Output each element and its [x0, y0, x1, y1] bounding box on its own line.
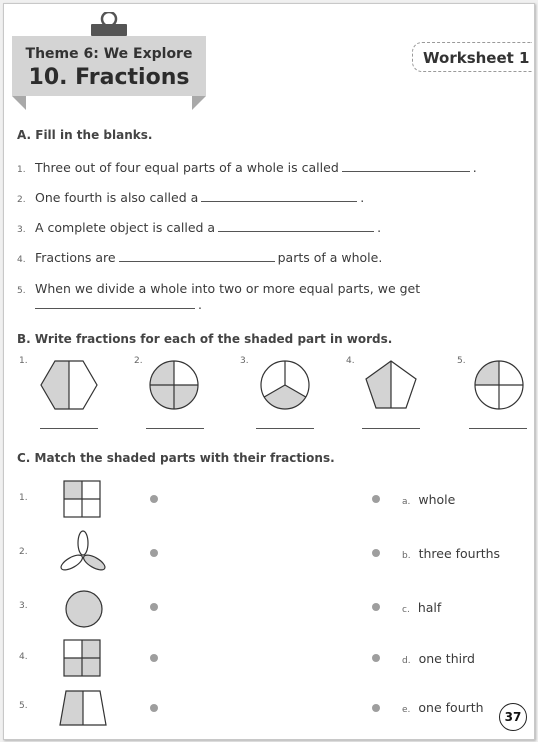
question-number: 2. [17, 195, 26, 205]
circle-one-fourth-shaded-icon [474, 360, 524, 410]
worksheet-page [3, 3, 535, 740]
match-dot-left[interactable] [150, 704, 158, 712]
answer-text: half [417, 600, 442, 615]
question-text: Fractions are [35, 250, 116, 265]
match-answer [402, 700, 484, 715]
question-a3 [17, 220, 381, 235]
answer-blank[interactable] [218, 221, 374, 232]
square-three-fourths-shaded-icon [63, 639, 101, 677]
question-a2 [17, 190, 364, 205]
answer-blank[interactable] [342, 161, 470, 172]
title-banner [12, 36, 206, 106]
circle-one-third-shaded-icon [260, 360, 310, 410]
match-dot-right[interactable] [372, 549, 380, 557]
question-number: 1. [17, 165, 26, 175]
pentagon-half-shaded-icon [365, 360, 417, 410]
question-text: A complete object is called a [35, 220, 216, 235]
question-text-end: parts of a whole. [277, 250, 383, 265]
question-text-end: . [377, 220, 382, 235]
banner-box [12, 36, 206, 96]
item-number: 1. [19, 356, 28, 366]
item-number: 2. [134, 356, 143, 366]
answer-letter: c. [402, 605, 410, 615]
match-answer [402, 546, 500, 561]
section-b-heading: B. Write fractions for each of the shaded part in words. [17, 332, 393, 346]
trapezoid-half-shaded-icon [59, 690, 107, 726]
question-number: 3. [17, 225, 26, 235]
section-c-heading: C. Match the shaded parts with their fractions. [17, 451, 335, 465]
item-number: 3. [19, 601, 28, 611]
match-dot-right[interactable] [372, 654, 380, 662]
match-answer [402, 651, 475, 666]
answer-blank[interactable] [201, 191, 357, 202]
match-answer [402, 600, 441, 615]
theme-label: Theme 6: We Explore [25, 46, 193, 62]
question-text: One fourth is also called a [35, 190, 199, 205]
match-dot-left[interactable] [150, 549, 158, 557]
answer-line[interactable] [146, 428, 204, 429]
answer-blank[interactable] [119, 251, 275, 262]
hexagon-half-shaded-icon [40, 360, 98, 410]
question-text-end: . [472, 160, 477, 175]
item-number: 3. [240, 356, 249, 366]
match-answer [402, 492, 455, 507]
question-a1 [17, 160, 477, 175]
answer-letter: b. [402, 551, 411, 561]
answer-line[interactable] [362, 428, 420, 429]
section-a-heading: A. Fill in the blanks. [17, 128, 153, 142]
match-dot-left[interactable] [150, 654, 158, 662]
circle-three-fourths-shaded-icon [149, 360, 199, 410]
answer-letter: e. [402, 705, 411, 715]
question-number: 4. [17, 255, 26, 265]
answer-text: three fourths [418, 546, 501, 561]
question-text-end: . [198, 297, 202, 312]
match-dot-right[interactable] [372, 495, 380, 503]
answer-letter: d. [402, 656, 411, 666]
answer-line[interactable] [256, 428, 314, 429]
match-dot-right[interactable] [372, 704, 380, 712]
answer-text: one fourth [418, 700, 484, 715]
item-number: 2. [19, 547, 28, 557]
banner-fold-right [192, 96, 206, 110]
item-number: 5. [19, 701, 28, 711]
square-quarter-shaded-icon [63, 480, 101, 518]
answer-line[interactable] [40, 428, 98, 429]
propeller-one-third-shaded-icon [58, 531, 108, 577]
worksheet-tag: Worksheet 1 [412, 42, 532, 72]
question-a4 [17, 250, 382, 265]
answer-text: one third [418, 651, 475, 666]
match-dot-right[interactable] [372, 603, 380, 611]
answer-letter: a. [402, 497, 411, 507]
match-dot-left[interactable] [150, 603, 158, 611]
page-number: 37 [499, 703, 527, 731]
item-number: 4. [19, 652, 28, 662]
question-text-end: . [360, 190, 365, 205]
page-title: 10. Fractions [28, 65, 190, 90]
question-a5-blank-line [35, 297, 202, 312]
item-number: 5. [457, 356, 466, 366]
question-text: When we divide a whole into two or more equal parts, we get [35, 281, 421, 296]
match-dot-left[interactable] [150, 495, 158, 503]
answer-blank[interactable] [35, 298, 195, 309]
clip-icon [89, 12, 129, 38]
answer-text: whole [418, 492, 456, 507]
circle-whole-shaded-icon [65, 590, 103, 628]
answer-line[interactable] [469, 428, 527, 429]
banner-fold-left [12, 96, 26, 110]
question-a5 [17, 281, 420, 296]
item-number: 4. [346, 356, 355, 366]
question-text: Three out of four equal parts of a whole is called [35, 160, 339, 175]
question-number: 5. [17, 286, 26, 296]
item-number: 1. [19, 493, 28, 503]
